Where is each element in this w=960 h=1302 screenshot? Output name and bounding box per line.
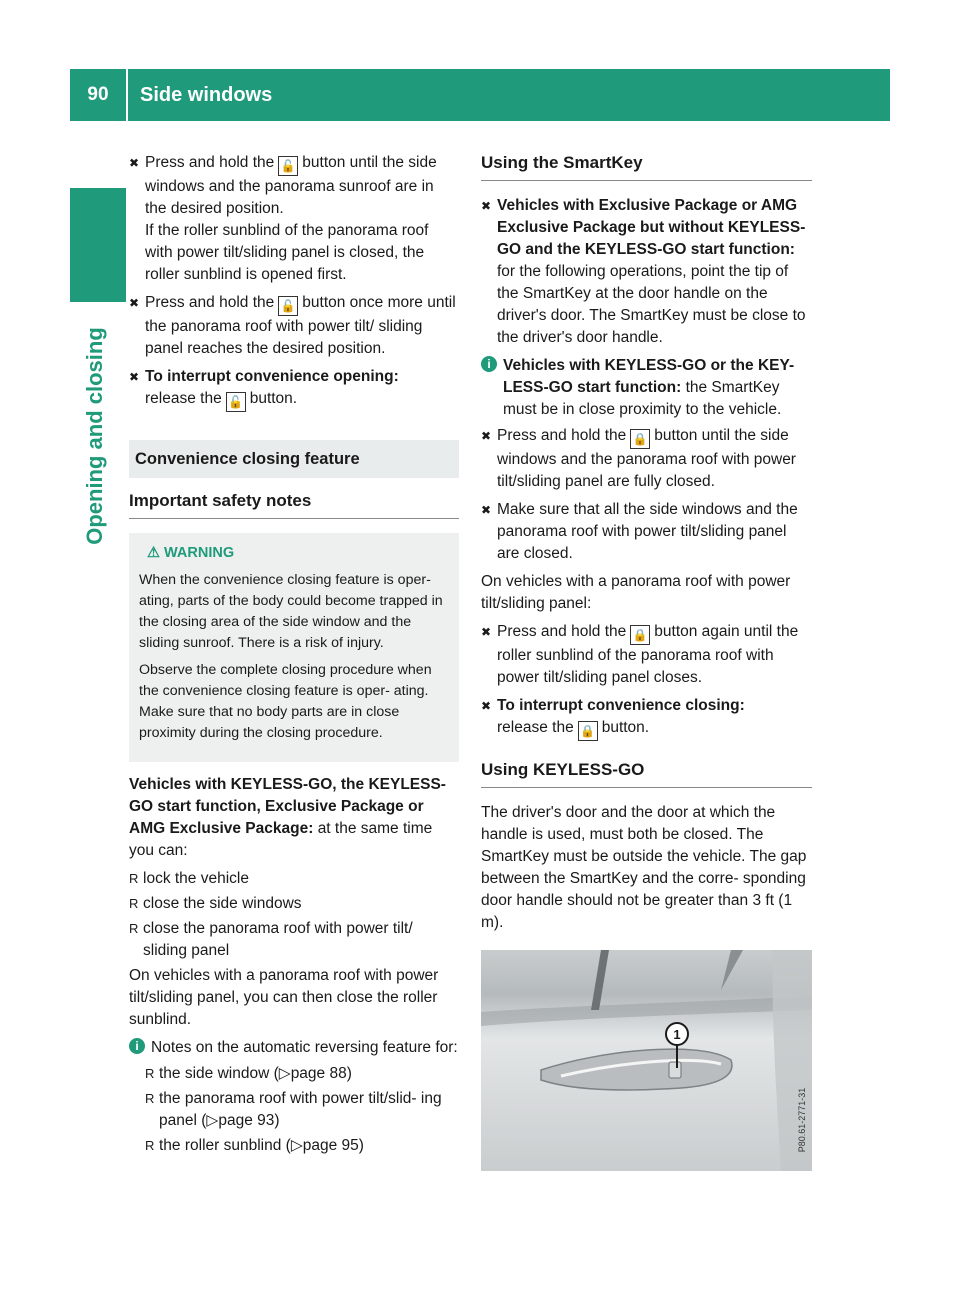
chapter-tab [70,188,126,302]
step-item: ✖ To interrupt convenience closing: release the 🔒 button. [481,695,812,741]
warning-icon: ⚠ [147,545,160,561]
warning-text: Observe the complete closing procedure when the convenience closing feature is oper- ating. Make sure that no body parts are in close proximity during the closing procedure. [139,662,432,741]
door-handle-illustration [481,950,812,1171]
warning-title: ⚠ WARNING [147,545,235,561]
step-item: ✖ Press and hold the 🔒 button again until the roller sunblind of the panorama roof with power tilt/sliding panel closes. [481,623,799,686]
left-column [129,152,459,1160]
unlock-icon: 🔓 [278,296,298,316]
lock-icon: 🔒 [630,625,650,645]
info-note: i Notes on the automatic reversing feature for: [129,1037,459,1059]
page-ref-link[interactable]: page 88) [290,1065,352,1082]
page-number: 90 [87,84,109,105]
page-ref-link[interactable]: page 93) [218,1112,280,1129]
paragraph: The driver's door and the door at which the handle is used, must both be closed. The SmartKey must be outside the vehicle. The gap between the SmartKey and the corre- sponding door handle should not be greater than 3 ft (1 m). [481,804,807,931]
step-item: ✖ Press and hold the 🔒 button until the side windows and the panorama roof with power tilt/sliding panel are fully closed. [481,427,796,490]
warning-text: When the convenience closing feature is oper- ating, parts of the body could become trapped in the closing area of the side window and the sliding sunroof. There is a risk of injury. [139,572,443,651]
step-item: ✖ Press and hold the 🔓 button until the side windows and the panorama sunroof are in the desired position. If the roller sunblind of the panorama roof with power tilt/sliding panel is closed, the roller sunblind is opened first. [129,154,437,283]
image-code: P80.61-2771-31 [797,1087,807,1153]
step-item: ✖ Vehicles with Exclusive Package or AMG Exclusive Package but without KEYLESS-GO and the KEYLESS-GO start function: for the following operations, point the tip of the SmartKey at the door handle on the driver's door. The SmartKey must be close to the driver's door handle. [481,197,806,346]
list-item: R the side window (▷page 88) [145,1065,352,1082]
unlock-icon: 🔓 [278,156,298,176]
list-item: R lock the vehicle [129,870,249,887]
step-item: ✖ To interrupt convenience opening: release the 🔓 button. [129,366,459,412]
step-item: ✖ Make sure that all the side windows and the panorama roof with power tilt/sliding panel are closed. [481,501,798,562]
paragraph: Vehicles with KEYLESS-GO, the KEYLESS- GO start function, Exclusive Package or AMG Exclusive Package: at the same time you can: [129,776,446,859]
paragraph: On vehicles with a panorama roof with power tilt/sliding panel, you can then close the roller sunblind. [129,967,439,1028]
info-note: i Vehicles with KEYLESS-GO or the KEY- LESS-GO start function: the SmartKey must be in close proximity to the vehicle. [481,355,812,421]
subheading: Important safety notes [129,490,459,519]
page-ref-arrow-icon: ▷ [278,1065,291,1082]
info-icon: i [481,356,497,372]
warning-box [129,533,459,762]
page-ref-arrow-icon: ▷ [290,1137,303,1154]
header-divider [126,69,128,121]
lock-icon: 🔒 [578,721,598,741]
step-arrow-icon: ✖ [129,156,140,170]
page-ref-arrow-icon: ▷ [206,1112,219,1129]
unlock-icon: 🔓 [226,392,246,412]
right-column [481,152,812,1171]
section-title: Convenience closing feature [129,440,459,478]
list-item: R the panorama roof with power tilt/slid- ing panel (▷page 93) [145,1090,442,1129]
callout-number: 1 [673,1027,681,1042]
step-arrow-icon: ✖ [481,503,492,517]
step-arrow-icon: ✖ [129,370,140,384]
list-item: R close the side windows [129,895,302,912]
step-arrow-icon: ✖ [481,199,492,213]
page-title: Side windows [140,83,273,106]
list-item: R close the panorama roof with power tilt/ sliding panel [129,920,413,959]
info-icon: i [129,1038,145,1054]
step-arrow-icon: ✖ [481,429,492,443]
page-ref-link[interactable]: page 95) [302,1137,364,1154]
chapter-label: Opening and closing [82,327,107,545]
subheading: Using the SmartKey [481,152,812,181]
list-item: R the roller sunblind (▷page 95) [145,1137,364,1154]
subheading: Using KEYLESS-GO [481,759,812,788]
step-arrow-icon: ✖ [481,625,492,639]
step-arrow-icon: ✖ [129,296,140,310]
lock-icon: 🔒 [630,429,650,449]
door-handle-photo [481,950,812,1171]
paragraph: On vehicles with a panorama roof with power tilt/sliding panel: [481,573,791,612]
step-item: ✖ Press and hold the 🔓 button once more until the panorama roof with power tilt/ sliding panel reaches the desired position. [129,294,456,357]
step-arrow-icon: ✖ [481,699,492,713]
